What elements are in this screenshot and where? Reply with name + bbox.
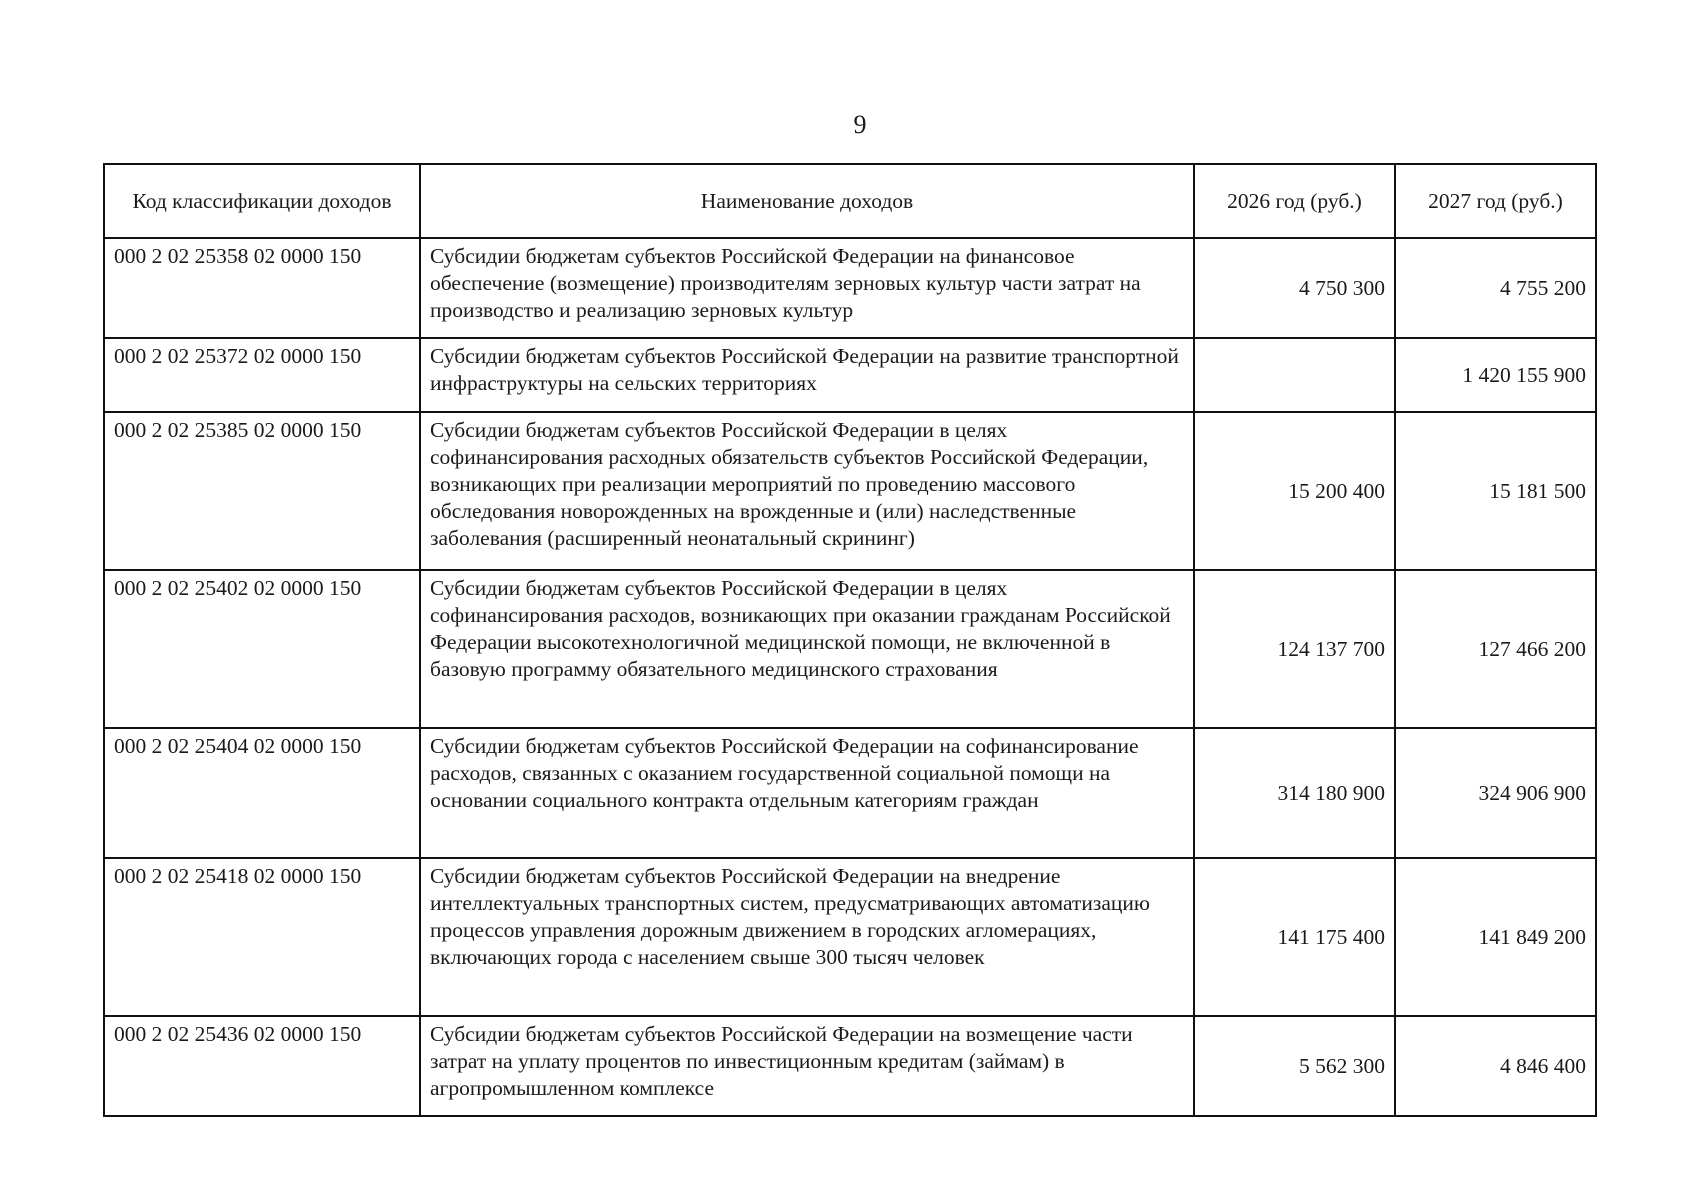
row-code: 000 2 02 25404 02 0000 150 [104, 728, 420, 858]
table-row [104, 858, 1596, 1016]
revenue-table [103, 163, 1597, 1117]
row-amount-2027: 4 755 200 [1395, 238, 1596, 338]
row-amount-2027: 324 906 900 [1395, 728, 1596, 858]
row-amount-2026: 141 175 400 [1194, 858, 1395, 1016]
table-header-row [104, 164, 1596, 238]
page-number: 9 [853, 110, 867, 139]
row-code: 000 2 02 25402 02 0000 150 [104, 570, 420, 728]
row-name: Субсидии бюджетам субъектов Российской Федерации на развитие транспортной инфраструктуры на сельских территориях [420, 338, 1194, 412]
header-year-2026: 2026 год (руб.) [1194, 164, 1395, 238]
row-code: 000 2 02 25436 02 0000 150 [104, 1016, 420, 1116]
row-amount-2026: 5 562 300 [1194, 1016, 1395, 1116]
table-row [104, 728, 1596, 858]
row-name: Субсидии бюджетам субъектов Российской Федерации в целях софинансирования расходов, возникающих при оказании гражданам Российской Федерации высокотехнологичной медицинской помощи, не включенной в базовую программу обязательного медицинского страхования [420, 570, 1194, 728]
table-row [104, 412, 1596, 570]
table-row [104, 338, 1596, 412]
row-amount-2027: 1 420 155 900 [1395, 338, 1596, 412]
row-amount-2027: 127 466 200 [1395, 570, 1596, 728]
row-amount-2026 [1194, 338, 1395, 412]
row-code: 000 2 02 25358 02 0000 150 [104, 238, 420, 338]
row-name: Субсидии бюджетам субъектов Российской Федерации на софинансирование расходов, связанных с оказанием государственной социальной помощи на основании социального контракта отдельным категориям граждан [420, 728, 1194, 858]
row-amount-2026: 15 200 400 [1194, 412, 1395, 570]
table-row [104, 238, 1596, 338]
row-name: Субсидии бюджетам субъектов Российской Федерации на возмещение части затрат на уплату процентов по инвестиционным кредитам (займам) в агропромышленном комплексе [420, 1016, 1194, 1116]
row-code: 000 2 02 25372 02 0000 150 [104, 338, 420, 412]
header-name: Наименование доходов [420, 164, 1194, 238]
row-code: 000 2 02 25418 02 0000 150 [104, 858, 420, 1016]
row-name: Субсидии бюджетам субъектов Российской Федерации на финансовое обеспечение (возмещение) производителям зерновых культур части затрат на производство и реализацию зерновых культур [420, 238, 1194, 338]
row-amount-2026: 124 137 700 [1194, 570, 1395, 728]
table-row [104, 570, 1596, 728]
row-name: Субсидии бюджетам субъектов Российской Федерации на внедрение интеллектуальных транспортных систем, предусматривающих автоматизацию процессов управления дорожным движением в городских агломерациях, включающих города с населением свыше 300 тысяч человек [420, 858, 1194, 1016]
table-row [104, 1016, 1596, 1116]
row-amount-2027: 4 846 400 [1395, 1016, 1596, 1116]
row-amount-2026: 4 750 300 [1194, 238, 1395, 338]
row-amount-2027: 141 849 200 [1395, 858, 1596, 1016]
row-amount-2027: 15 181 500 [1395, 412, 1596, 570]
row-code: 000 2 02 25385 02 0000 150 [104, 412, 420, 570]
header-code: Код классификации доходов [104, 164, 420, 238]
row-name: Субсидии бюджетам субъектов Российской Федерации в целях софинансирования расходных обязательств субъектов Российской Федерации, возникающих при реализации мероприятий по проведению массового обследования новорожденных на врожденные и (или) наследственные заболевания (расширенный неонатальный скрининг) [420, 412, 1194, 570]
header-year-2027: 2027 год (руб.) [1395, 164, 1596, 238]
row-amount-2026: 314 180 900 [1194, 728, 1395, 858]
